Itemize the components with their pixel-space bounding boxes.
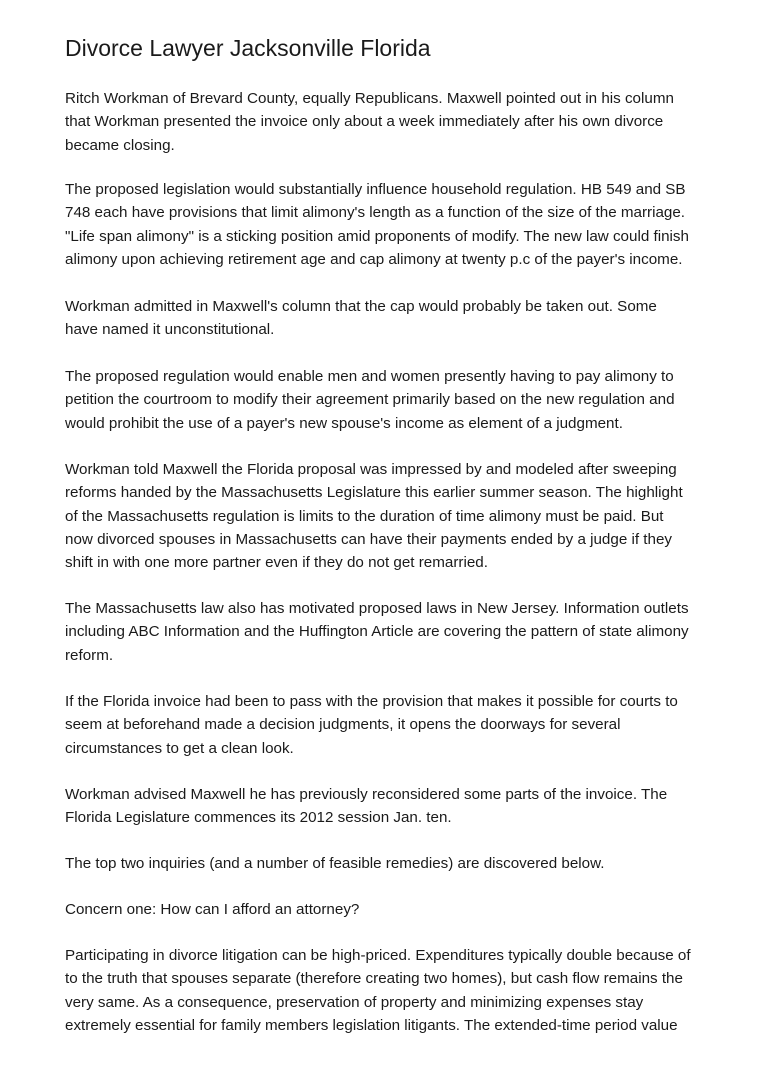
paragraph-2 (65, 178, 715, 271)
text-line: 748 each have provisions that limit alimony's length as a function of the size of the marriage. (65, 204, 686, 222)
text-line: Concern one: How can I afford an attorney? (65, 901, 360, 918)
text-line: became closing. (65, 136, 175, 154)
text-line: "Life span alimony" is a sticking position amid proponents of modify. The new law could finish (65, 227, 689, 245)
text-line: The top two inquiries (and a number of feasible remedies) are discovered below. (65, 855, 605, 872)
text-line: The Massachusetts law also has motivated proposed laws in New Jersey. Information outlets (65, 600, 689, 617)
section-question-heading (65, 898, 715, 921)
text-line: Participating in divorce litigation can be high-priced. Expenditures typically double because of (65, 947, 691, 964)
text-line: reform. (65, 646, 114, 664)
paragraph-4 (65, 365, 715, 435)
text-line: If the Florida invoice had been to pass with the provision that makes it possible for courts to (65, 693, 678, 710)
text-line: Workman told Maxwell the Florida proposal was impressed by and modeled after sweeping (65, 461, 677, 478)
text-line: circumstances to get a clean look. (65, 739, 294, 757)
paragraph-9 (65, 852, 715, 875)
text-line: including ABC Information and the Huffington Article are covering the pattern of state alimony (65, 623, 689, 641)
text-line: seem at beforehand made a decision judgments, it opens the doorways for several (65, 716, 621, 734)
paragraph-7 (65, 690, 715, 760)
text-line: reforms handed by the Massachusetts Legislature this earlier summer season. The highlight (65, 484, 683, 502)
text-line: The proposed regulation would enable men and women presently having to pay alimony to (65, 368, 674, 385)
text-line: of the Massachusetts regulation is limits to the duration of time alimony must be paid. But (65, 507, 664, 525)
text-line: alimony upon achieving retirement age and cap alimony at twenty p.c of the payer's income. (65, 250, 683, 268)
paragraph-6 (65, 597, 715, 667)
paragraph-5 (65, 458, 715, 574)
text-line: that Workman presented the invoice only about a week immediately after his own divorce (65, 113, 664, 131)
text-line: would prohibit the use of a payer's new spouse's income as element of a judgment. (65, 414, 623, 432)
text-line: shift in with one more partner even if they do not get remarried. (65, 554, 488, 572)
text-line: extremely essential for family members legislation litigants. The extended-time period value (65, 1016, 678, 1034)
paragraph-3 (65, 295, 715, 342)
text-line: Workman advised Maxwell he has previously reconsidered some parts of the invoice. The (65, 786, 668, 803)
text-line: very same. As a consequence, preservation of property and minimizing expenses stay (65, 993, 644, 1011)
text-line: now divorced spouses in Massachusetts can have their payments ended by a judge if they (65, 530, 673, 548)
text-line: Ritch Workman of Brevard County, equally Republicans. Maxwell pointed out in his column (65, 90, 674, 107)
text-line: Florida Legislature commences its 2012 session Jan. ten. (65, 809, 452, 827)
paragraph-1 (65, 87, 715, 157)
paragraph-8 (65, 783, 715, 830)
page-title: Divorce Lawyer Jacksonville Florida (65, 35, 431, 61)
text-line: The proposed legislation would substantially influence household regulation. HB 549 and SB (65, 181, 686, 198)
text-line: Workman admitted in Maxwell's column that the cap would probably be taken out. Some (65, 298, 657, 315)
paragraph-10 (65, 944, 715, 1037)
text-line: petition the courtroom to modify their agreement primarily based on the new regulation and (65, 391, 675, 409)
text-line: have named it unconstitutional. (65, 321, 275, 339)
text-line: to the truth that spouses separate (therefore creating two homes), but cash flow remains the (65, 970, 683, 988)
